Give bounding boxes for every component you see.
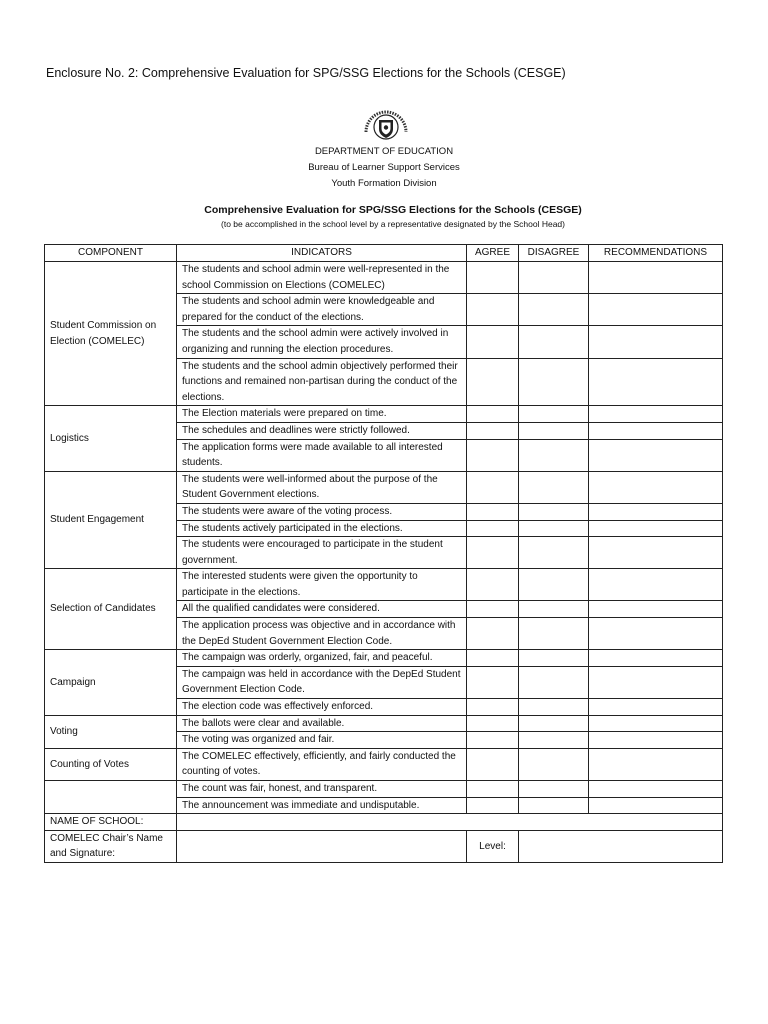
disagree-cell[interactable] xyxy=(519,569,589,601)
indicator-cell: The schedules and deadlines were strictly followed. xyxy=(177,422,467,439)
recommendations-cell[interactable] xyxy=(589,503,723,520)
indicator-cell: The voting was organized and fair. xyxy=(177,732,467,749)
table-row xyxy=(45,471,723,503)
disagree-cell[interactable] xyxy=(519,294,589,326)
recommendations-cell[interactable] xyxy=(589,439,723,471)
disagree-cell[interactable] xyxy=(519,471,589,503)
school-name-row xyxy=(45,814,723,831)
component-cell: Campaign xyxy=(45,650,177,715)
indicator-cell: The students and school admin were well-represented in the school Commission on Elections (COMELEC) xyxy=(177,262,467,294)
comelec-chair-field[interactable] xyxy=(177,830,467,862)
table-row xyxy=(45,262,723,294)
disagree-cell[interactable] xyxy=(519,326,589,358)
agree-cell[interactable] xyxy=(467,715,519,732)
disagree-cell[interactable] xyxy=(519,503,589,520)
level-field[interactable] xyxy=(519,830,723,862)
indicator-cell: The election code was effectively enforced. xyxy=(177,699,467,716)
indicator-cell: The campaign was held in accordance with the DepEd Student Government Election Code. xyxy=(177,666,467,698)
disagree-cell[interactable] xyxy=(519,732,589,749)
recommendations-cell[interactable] xyxy=(589,699,723,716)
indicator-cell: The application forms were made available to all interested students. xyxy=(177,439,467,471)
indicator-cell: The COMELEC effectively, efficiently, and fairly conducted the counting of votes. xyxy=(177,748,467,780)
indicator-cell: The announcement was immediate and undisputable. xyxy=(177,797,467,814)
agree-cell[interactable] xyxy=(467,406,519,423)
column-header-agree: AGREE xyxy=(467,245,519,262)
column-header-component: COMPONENT xyxy=(45,245,177,262)
disagree-cell[interactable] xyxy=(519,262,589,294)
agree-cell[interactable] xyxy=(467,262,519,294)
disagree-cell[interactable] xyxy=(519,666,589,698)
agree-cell[interactable] xyxy=(467,294,519,326)
component-cell: Logistics xyxy=(45,406,177,471)
indicator-cell: The students actively participated in the elections. xyxy=(177,520,467,537)
table-row xyxy=(45,748,723,780)
recommendations-cell[interactable] xyxy=(589,294,723,326)
agree-cell[interactable] xyxy=(467,699,519,716)
table-row xyxy=(45,781,723,798)
recommendations-cell[interactable] xyxy=(589,520,723,537)
recommendations-cell[interactable] xyxy=(589,406,723,423)
recommendations-cell[interactable] xyxy=(589,537,723,569)
agree-cell[interactable] xyxy=(467,601,519,618)
recommendations-cell[interactable] xyxy=(589,422,723,439)
disagree-cell[interactable] xyxy=(519,520,589,537)
agree-cell[interactable] xyxy=(467,569,519,601)
disagree-cell[interactable] xyxy=(519,358,589,406)
agree-cell[interactable] xyxy=(467,422,519,439)
agree-cell[interactable] xyxy=(467,503,519,520)
indicator-cell: The students were encouraged to participate in the student government. xyxy=(177,537,467,569)
agree-cell[interactable] xyxy=(467,520,519,537)
component-cell: Counting of Votes xyxy=(45,748,177,780)
agree-cell[interactable] xyxy=(467,732,519,749)
agree-cell[interactable] xyxy=(467,618,519,650)
disagree-cell[interactable] xyxy=(519,406,589,423)
school-name-label: NAME OF SCHOOL: xyxy=(45,814,177,831)
agree-cell[interactable] xyxy=(467,537,519,569)
enclosure-title: Enclosure No. 2: Comprehensive Evaluation for SPG/SSG Elections for the Schools (CESGE) xyxy=(46,66,566,80)
agree-cell[interactable] xyxy=(467,439,519,471)
component-cell: Selection of Candidates xyxy=(45,569,177,650)
component-cell xyxy=(45,781,177,814)
component-cell: Student Commission on Election (COMELEC) xyxy=(45,262,177,406)
disagree-cell[interactable] xyxy=(519,422,589,439)
table-row xyxy=(45,406,723,423)
recommendations-cell[interactable] xyxy=(589,569,723,601)
disagree-cell[interactable] xyxy=(519,748,589,780)
agree-cell[interactable] xyxy=(467,781,519,798)
recommendations-cell[interactable] xyxy=(589,781,723,798)
recommendations-cell[interactable] xyxy=(589,797,723,814)
indicator-cell: The students were well-informed about the purpose of the Student Government elections. xyxy=(177,471,467,503)
division-name: Youth Formation Division xyxy=(331,178,437,189)
disagree-cell[interactable] xyxy=(519,715,589,732)
indicator-cell: The interested students were given the opportunity to participate in the elections. xyxy=(177,569,467,601)
table-header-row xyxy=(45,245,723,262)
agree-cell[interactable] xyxy=(467,666,519,698)
recommendations-cell[interactable] xyxy=(589,601,723,618)
agree-cell[interactable] xyxy=(467,797,519,814)
disagree-cell[interactable] xyxy=(519,537,589,569)
component-cell: Voting xyxy=(45,715,177,748)
indicator-cell: The application process was objective and in accordance with the DepEd Student Government Election Code. xyxy=(177,618,467,650)
bureau-name: Bureau of Learner Support Services xyxy=(308,162,460,173)
school-name-field[interactable] xyxy=(177,814,723,831)
deped-seal-icon xyxy=(360,106,412,142)
recommendations-cell[interactable] xyxy=(589,732,723,749)
indicator-cell: The students were aware of the voting process. xyxy=(177,503,467,520)
indicator-cell: The campaign was orderly, organized, fair, and peaceful. xyxy=(177,650,467,667)
indicator-cell: The count was fair, honest, and transparent. xyxy=(177,781,467,798)
recommendations-cell[interactable] xyxy=(589,358,723,406)
disagree-cell[interactable] xyxy=(519,699,589,716)
recommendations-cell[interactable] xyxy=(589,262,723,294)
recommendations-cell[interactable] xyxy=(589,748,723,780)
recommendations-cell[interactable] xyxy=(589,666,723,698)
column-header-disagree: DISAGREE xyxy=(519,245,589,262)
table-row xyxy=(45,715,723,732)
agree-cell[interactable] xyxy=(467,650,519,667)
disagree-cell[interactable] xyxy=(519,781,589,798)
recommendations-cell[interactable] xyxy=(589,650,723,667)
agree-cell[interactable] xyxy=(467,471,519,503)
level-label: Level: xyxy=(467,830,519,862)
table-row xyxy=(45,569,723,601)
disagree-cell[interactable] xyxy=(519,650,589,667)
department-name: DEPARTMENT OF EDUCATION xyxy=(314,146,454,157)
column-header-indicators: INDICATORS xyxy=(177,245,467,262)
table-row xyxy=(45,650,723,667)
disagree-cell[interactable] xyxy=(519,797,589,814)
disagree-cell[interactable] xyxy=(519,439,589,471)
agree-cell[interactable] xyxy=(467,748,519,780)
form-subtitle: (to be accomplished in the school level by a representative designated by the School Head) xyxy=(221,219,565,229)
indicator-cell: The students and school admin were knowledgeable and prepared for the conduct of the elections. xyxy=(177,294,467,326)
indicator-cell: The ballots were clear and available. xyxy=(177,715,467,732)
component-cell: Student Engagement xyxy=(45,471,177,569)
column-header-recommendations: RECOMMENDATIONS xyxy=(589,245,723,262)
agree-cell[interactable] xyxy=(467,326,519,358)
disagree-cell[interactable] xyxy=(519,618,589,650)
recommendations-cell[interactable] xyxy=(589,715,723,732)
comelec-chair-label: COMELEC Chair’s Name and Signature: xyxy=(45,830,177,862)
recommendations-cell[interactable] xyxy=(589,326,723,358)
comelec-chair-row xyxy=(45,830,723,862)
evaluation-table xyxy=(44,244,723,863)
indicator-cell: The Election materials were prepared on time. xyxy=(177,406,467,423)
indicator-cell: The students and the school admin were actively involved in organizing and running the election procedures. xyxy=(177,326,467,358)
form-title: Comprehensive Evaluation for SPG/SSG Elections for the Schools (CESGE) xyxy=(204,204,582,216)
indicator-cell: All the qualified candidates were considered. xyxy=(177,601,467,618)
recommendations-cell[interactable] xyxy=(589,471,723,503)
recommendations-cell[interactable] xyxy=(589,618,723,650)
agree-cell[interactable] xyxy=(467,358,519,406)
indicator-cell: The students and the school admin objectively performed their functions and remained non-partisan during the conduct of the elections. xyxy=(177,358,467,406)
disagree-cell[interactable] xyxy=(519,601,589,618)
